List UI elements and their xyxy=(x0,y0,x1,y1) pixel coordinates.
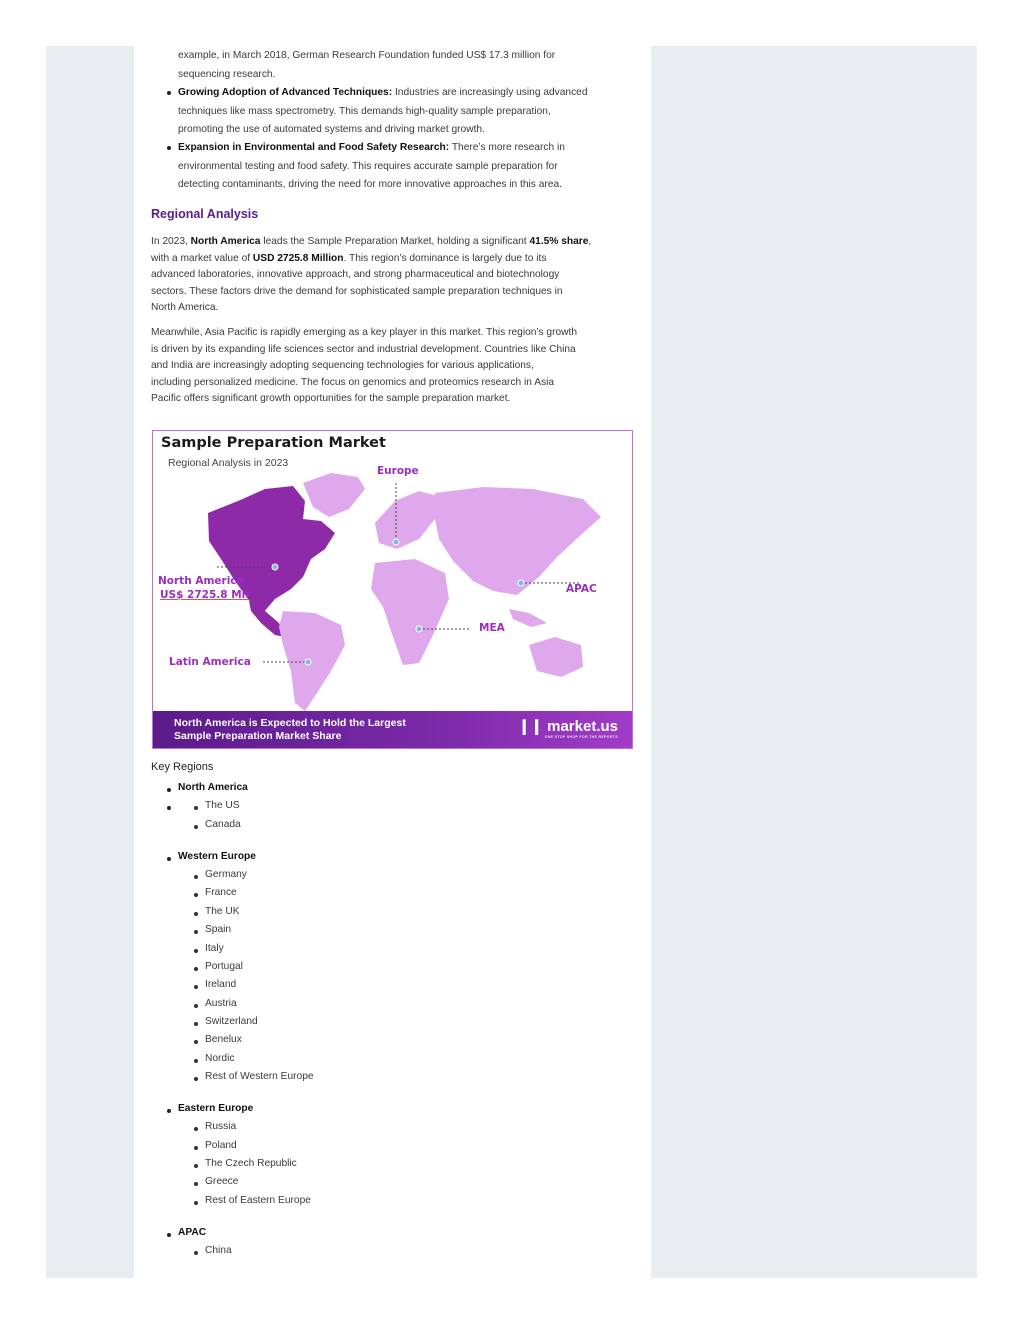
country-item: Austria xyxy=(205,998,237,1009)
infographic-title: Sample Preparation Market xyxy=(161,435,386,451)
footer-line: North America is Expected to Hold the Largest xyxy=(174,717,406,729)
text-line: Pacific offers significant growth opportunities for the sample preparation market. xyxy=(151,393,511,404)
country-item: France xyxy=(205,887,237,898)
country-item: Benelux xyxy=(205,1034,242,1045)
region-apac: APAC xyxy=(178,1227,207,1238)
brand-tagline: ONE STOP SHOP FOR THE REPORTS xyxy=(544,735,618,739)
label-mea: MEA xyxy=(479,622,505,634)
country-item: Rest of Western Europe xyxy=(205,1071,314,1082)
infographic-subtitle: Regional Analysis in 2023 xyxy=(168,457,289,469)
country-item: China xyxy=(205,1245,232,1256)
country-item: Rest of Eastern Europe xyxy=(205,1195,311,1206)
key-regions-list xyxy=(134,0,651,1325)
text-line: Industries are increasingly using advanced xyxy=(392,87,588,98)
country-item: Ireland xyxy=(205,979,237,990)
text-run: 41.5% share xyxy=(529,236,589,247)
text-line: North America. xyxy=(151,302,219,313)
text-line: example, in March 2018, German Research Foundation funded US$ 17.3 million for xyxy=(178,50,556,61)
text-line: techniques like mass spectrometry. This demands high-quality sample preparation, xyxy=(178,105,551,117)
label-north-america-value: US$ 2725.8 Mn xyxy=(160,589,250,601)
label-europe: Europe xyxy=(377,465,419,477)
text-line: advanced laboratories, innovative approach, and strong pharmaceutical and biotechnology xyxy=(151,269,560,280)
text-line: and India are increasingly adopting sequencing technologies for various applications, xyxy=(151,360,534,371)
region-western-europe: Western Europe xyxy=(178,851,256,862)
text-line: Meanwhile, Asia Pacific is rapidly emerging as a key player in this market. This region’s growth xyxy=(151,327,577,338)
text-line: sectors. These factors drive the demand for sophisticated sample preparation techniques in xyxy=(151,285,563,297)
country-item: The Czech Republic xyxy=(205,1158,297,1169)
country-item: Russia xyxy=(205,1121,237,1132)
text-run: with a market value of xyxy=(151,252,253,264)
footer-line: Sample Preparation Market Share xyxy=(174,730,342,742)
country-item: Poland xyxy=(205,1140,237,1151)
section-heading: Regional Analysis xyxy=(151,207,259,221)
text-run: , xyxy=(588,236,592,247)
logo-icon: ❙❙ xyxy=(517,718,548,735)
label-latin-america: Latin America xyxy=(169,656,251,668)
country-item: Nordic xyxy=(205,1053,235,1064)
text-run: In 2023, xyxy=(151,236,191,247)
text-line: including personalized medicine. The focus on genomics and proteomics research in Asia xyxy=(151,376,555,388)
text-line: detecting contaminants, driving the need for more innovative approaches in this area. xyxy=(178,179,562,190)
country-item: The US xyxy=(205,800,240,811)
key-regions-heading: Key Regions xyxy=(151,761,214,773)
bullet-heading: Growing Adoption of Advanced Techniques: xyxy=(178,87,393,98)
text-run: leads the Sample Preparation Market, holding a significant xyxy=(260,236,530,247)
country-item: Greece xyxy=(205,1176,239,1187)
country-item: Germany xyxy=(205,869,247,880)
text-run: North America xyxy=(190,236,261,247)
country-item: The UK xyxy=(205,906,240,917)
text-line: There’s more research in xyxy=(449,142,565,153)
country-item: Switzerland xyxy=(205,1016,258,1027)
country-item: Spain xyxy=(205,924,232,935)
text-line: promoting the use of automated systems and driving market growth. xyxy=(178,124,485,135)
brand-name: market.us xyxy=(547,718,618,735)
text-run: . This region’s dominance is largely due to its xyxy=(343,252,547,264)
country-item: Canada xyxy=(205,819,241,830)
text-run: USD 2725.8 Million xyxy=(252,252,344,264)
bullet-heading: Expansion in Environmental and Food Safety Research: xyxy=(178,142,450,153)
label-apac: APAC xyxy=(566,583,597,595)
label-north-america: North America xyxy=(158,575,244,587)
text-line: is driven by its expanding life sciences sector and industrial development. Countries like China xyxy=(151,343,576,355)
text-line: sequencing research. xyxy=(178,68,276,80)
text-line: environmental testing and food safety. This requires accurate sample preparation for xyxy=(178,160,558,172)
country-item: Portugal xyxy=(205,961,243,972)
region-eastern-europe: Eastern Europe xyxy=(178,1103,254,1114)
country-item: Italy xyxy=(205,943,224,954)
region-north-america: North America xyxy=(178,782,248,793)
